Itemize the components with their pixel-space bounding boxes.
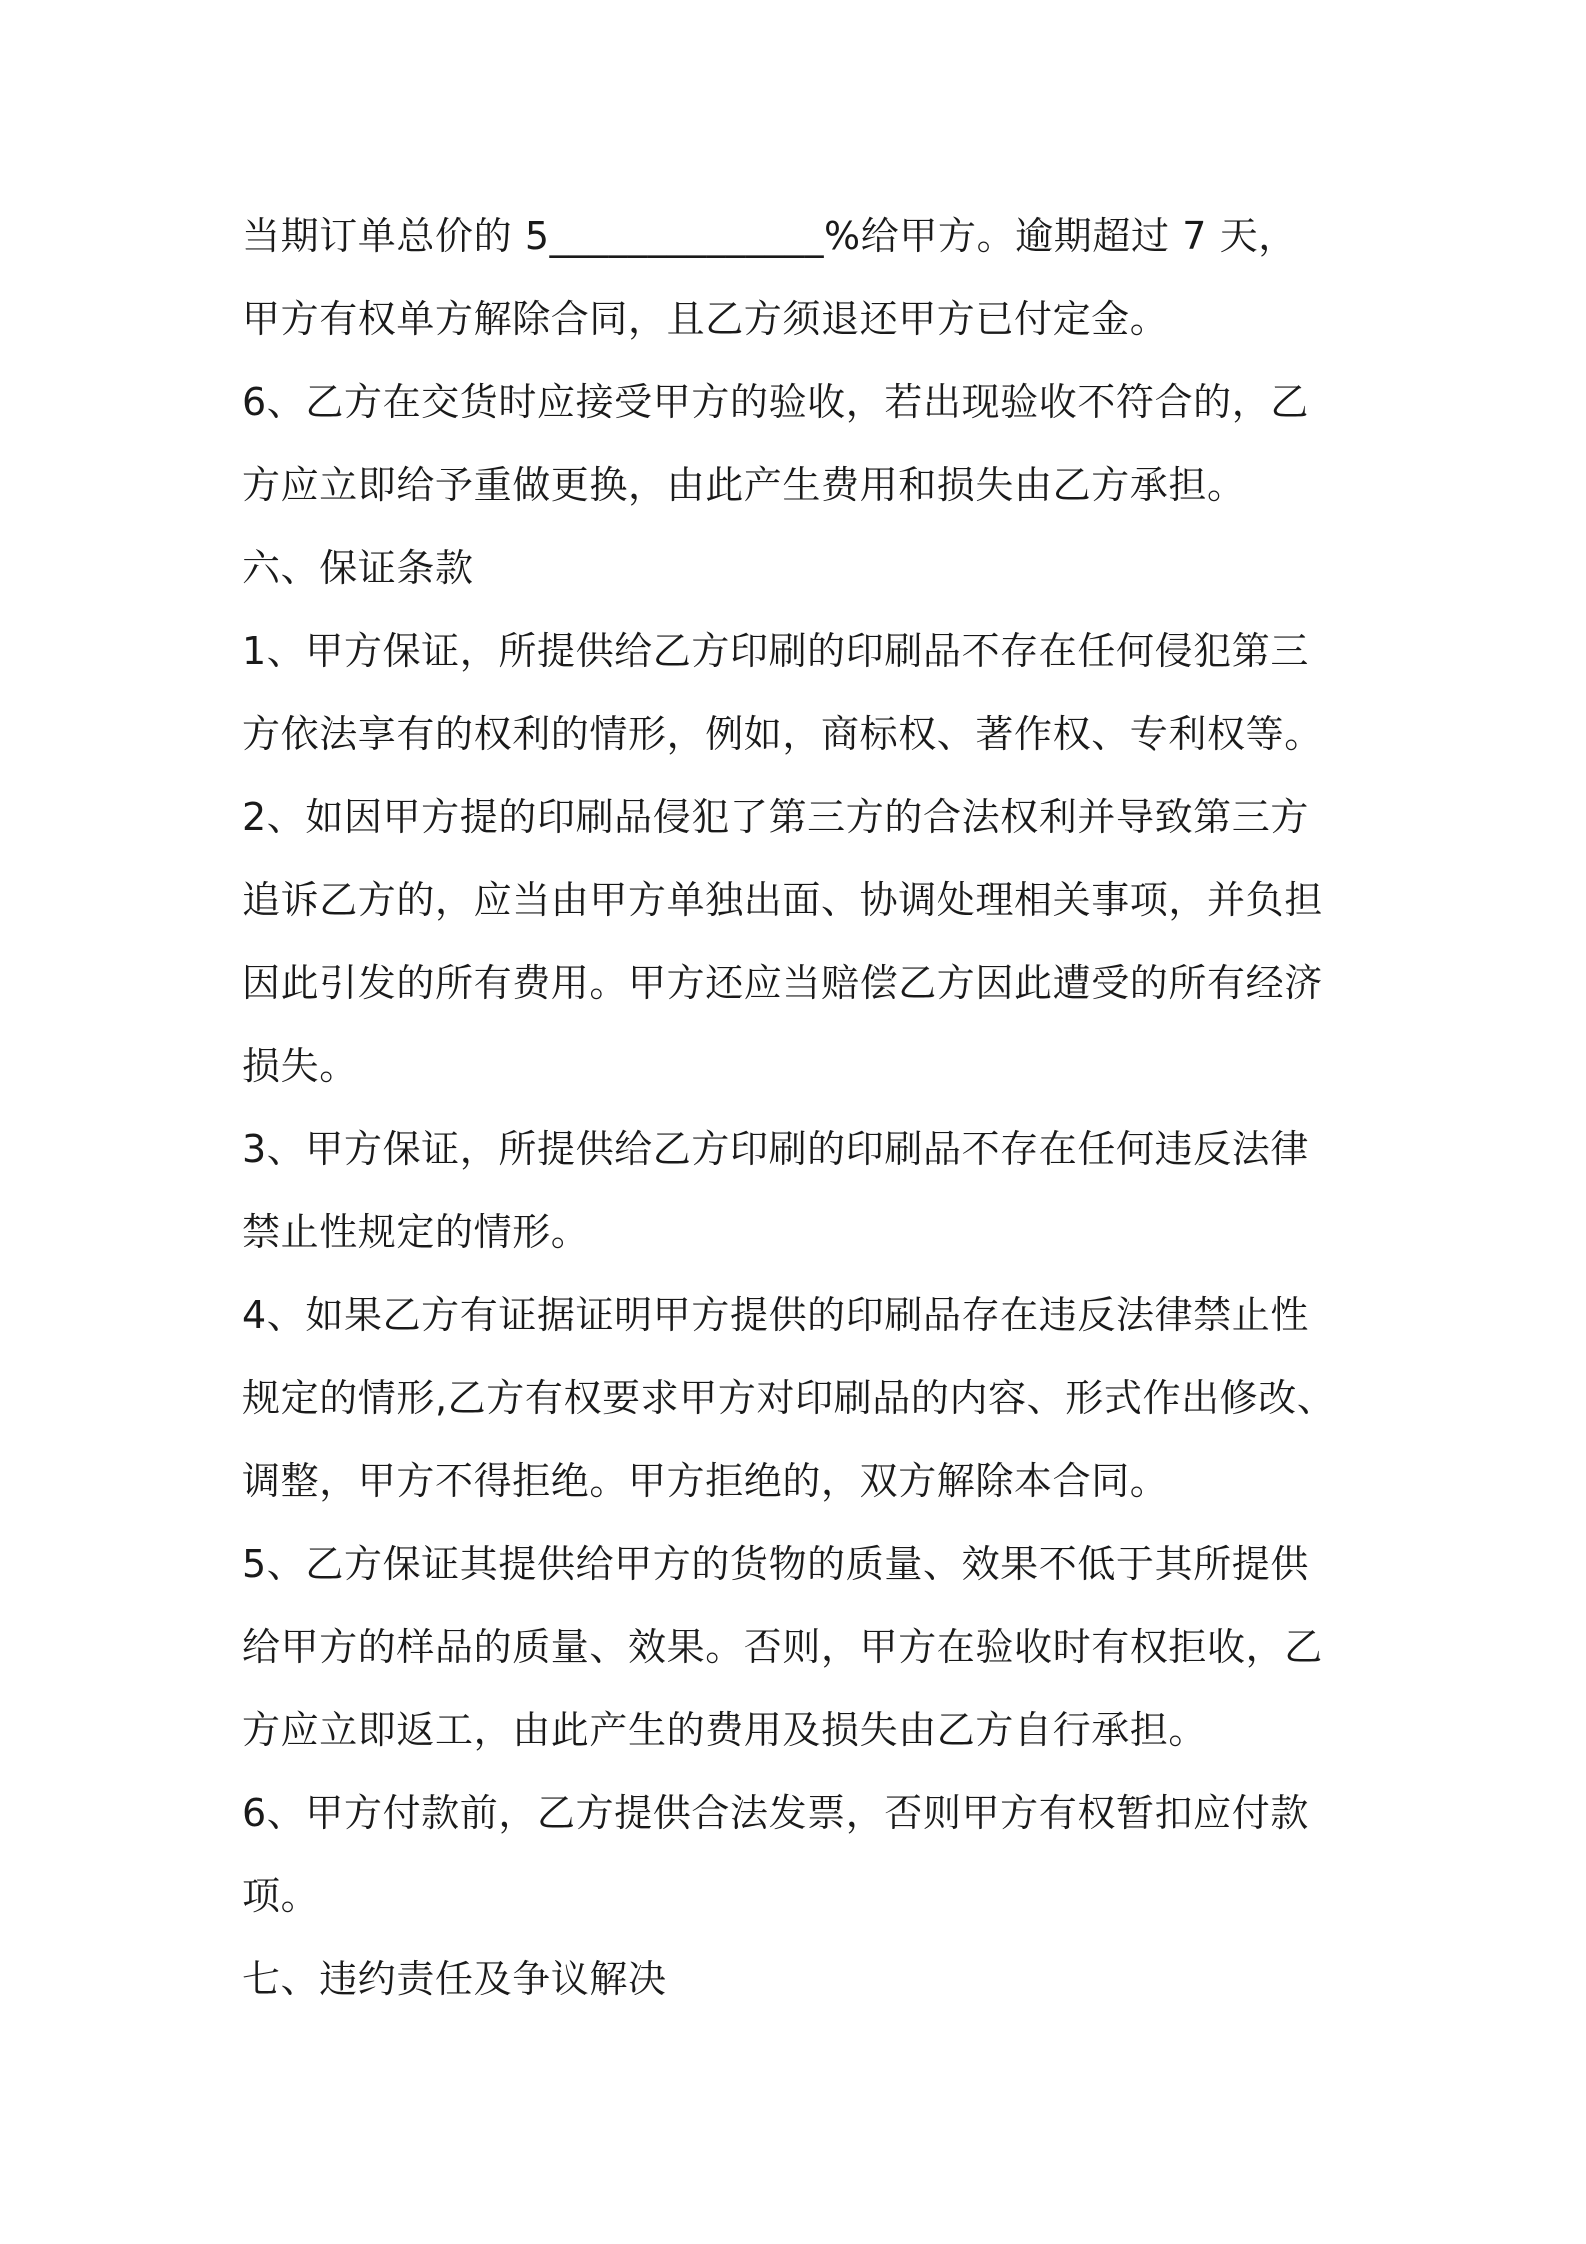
paragraph-line: 4、如果乙方有证据证明甲方提供的印刷品存在违反法律禁止性 [242, 1293, 1309, 1337]
paragraph-line: 6、乙方在交货时应接受甲方的验收，若出现验收不符合的，乙 [242, 380, 1309, 424]
document-body [242, 195, 1357, 2021]
paragraph-line: 1、甲方保证，所提供给乙方印刷的印刷品不存在任何侵犯第三 [242, 629, 1309, 673]
paragraph-line: 方应立即给予重做更换，由此产生费用和损失由乙方承担。 [242, 463, 1246, 507]
paragraph-line: 3、甲方保证，所提供给乙方印刷的印刷品不存在任何违反法律 [242, 1127, 1309, 1171]
paragraph-line: 5、乙方保证其提供给甲方的货物的质量、效果不低于其所提供 [242, 1542, 1309, 1586]
paragraph-line: 2、如因甲方提的印刷品侵犯了第三方的合法权利并导致第三方 [242, 795, 1309, 839]
paragraph-line: 规定的情形,乙方有权要求甲方对印刷品的内容、形式作出修改、 [242, 1376, 1336, 1420]
paragraph-line: 调整，甲方不得拒绝。甲方拒绝的，双方解除本合同。 [242, 1459, 1169, 1503]
paragraph-line: 当期订单总价的 5______________%给甲方。逾期超过 7 天， [242, 214, 1297, 258]
section-heading: 六、保证条款 [242, 546, 474, 590]
paragraph-line: 因此引发的所有费用。甲方还应当赔偿乙方因此遭受的所有经济 [242, 961, 1323, 1005]
paragraph-line: 追诉乙方的，应当由甲方单独出面、协调处理相关事项，并负担 [242, 878, 1323, 922]
paragraph-line: 方应立即返工，由此产生的费用及损失由乙方自行承担。 [242, 1708, 1208, 1752]
paragraph-line: 损失。 [242, 1044, 358, 1088]
paragraph-line: 禁止性规定的情形。 [242, 1210, 590, 1254]
paragraph-line: 甲方有权单方解除合同，且乙方须退还甲方已付定金。 [242, 297, 1169, 341]
paragraph-line: 6、甲方付款前，乙方提供合法发票，否则甲方有权暂扣应付款 [242, 1791, 1309, 1835]
section-heading: 七、违约责任及争议解决 [242, 1957, 667, 2001]
paragraph-line: 方依法享有的权利的情形，例如，商标权、著作权、专利权等。 [242, 712, 1323, 756]
paragraph-line: 给甲方的样品的质量、效果。否则，甲方在验收时有权拒收，乙 [242, 1625, 1323, 1669]
paragraph-line: 项。 [242, 1874, 320, 1918]
